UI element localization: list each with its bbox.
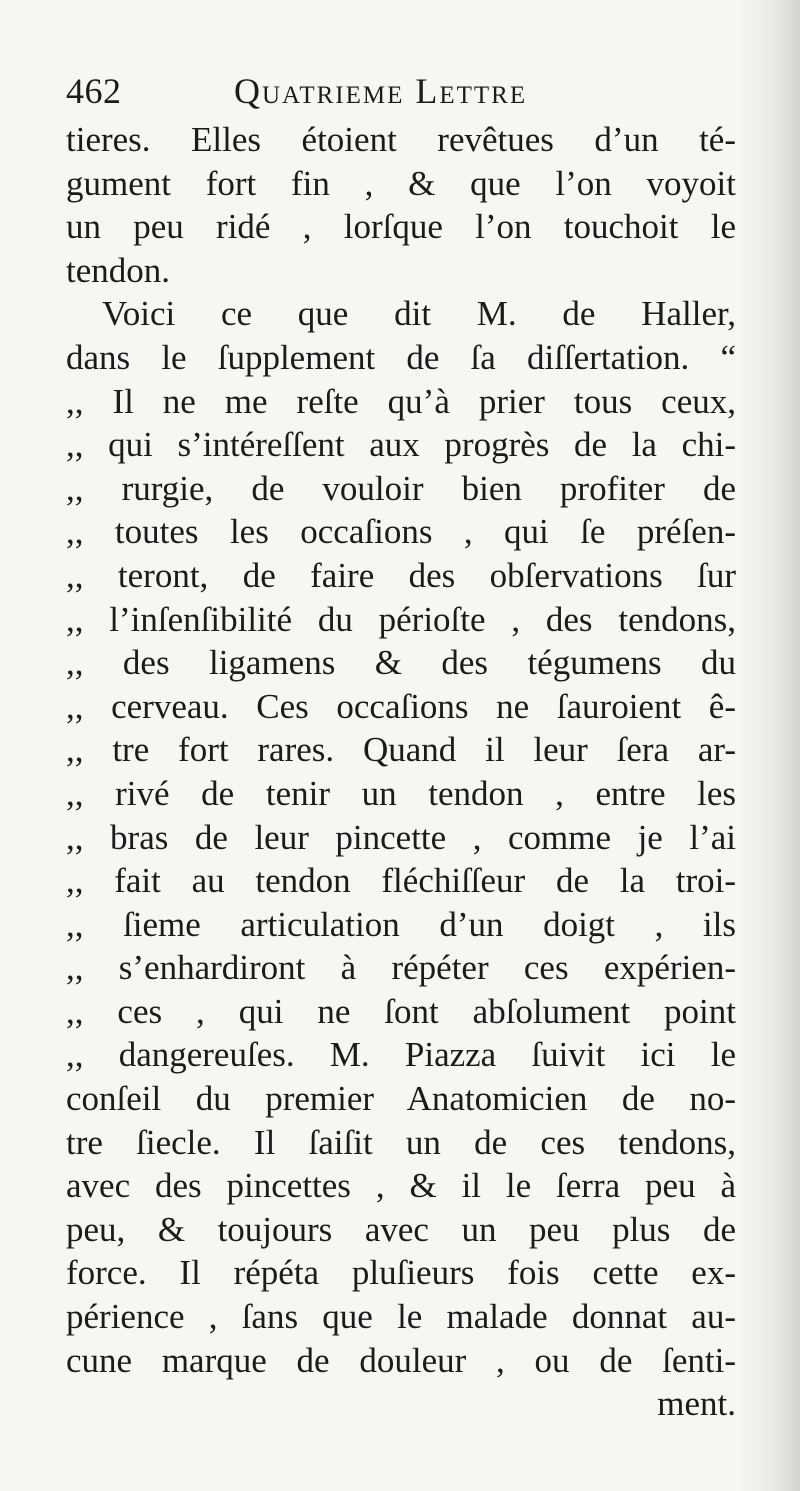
page-gutter-shadow bbox=[740, 0, 800, 1491]
text-line: ,, des ligamens & des tégumens du bbox=[66, 643, 736, 683]
page-header bbox=[66, 66, 626, 116]
text-line: peu, & toujours avec un peu plus de bbox=[66, 1209, 736, 1249]
text-line: gument fort fin , & que l’on voyoit bbox=[66, 163, 736, 203]
text-line: ,, l’inſenſibilité du périoſte , des tendons, bbox=[66, 599, 736, 639]
text-line: ,, cerveau. Ces occaſions ne ſauroient ê- bbox=[66, 686, 736, 726]
text-line: force. Il répéta pluſieurs fois cette ex- bbox=[66, 1253, 736, 1293]
text-line: ,, Il ne me reſte qu’à prier tous ceux, bbox=[66, 381, 736, 421]
text-line: tre ſiecle. Il ſaiſit un de ces tendons, bbox=[66, 1122, 736, 1162]
text-line: ,, ces , qui ne ſont abſolument point bbox=[66, 991, 736, 1031]
text-line: tendon. bbox=[66, 250, 171, 290]
text-line: ,, s’enhardiront à répéter ces expérien- bbox=[66, 948, 736, 988]
text-line: tieres. Elles étoient revêtues d’un té- bbox=[66, 120, 736, 159]
text-line: ,, teront, de faire des obſervations ſur bbox=[66, 555, 736, 595]
running-title: Quatrieme Lettre bbox=[234, 71, 528, 111]
text-line: ment. bbox=[657, 1384, 736, 1424]
text-line: ,, dangereuſes. M. Piazza ſuivit ici le bbox=[66, 1035, 736, 1075]
text-line: Voici ce que dit M. de Haller, bbox=[102, 294, 736, 334]
text-line: ,, rivé de tenir un tendon , entre les bbox=[66, 773, 736, 813]
text-line: ,, bras de leur pincette , comme je l’ai bbox=[66, 817, 736, 857]
body-text bbox=[66, 118, 736, 1426]
text-line: dans le ſupplement de ſa diſſertation. “ bbox=[66, 337, 736, 377]
text-line: ,, rurgie, de vouloir bien profiter de bbox=[66, 468, 736, 508]
page-number: 462 bbox=[66, 71, 122, 111]
text-line: avec des pincettes , & il le ſerra peu à bbox=[66, 1166, 736, 1206]
text-line: ,, ſieme articulation d’un doigt , ils bbox=[66, 904, 736, 944]
text-line: ,, fait au tendon fléchiſſeur de la troi- bbox=[66, 861, 736, 901]
text-line: ,, toutes les occaſions , qui ſe préſen- bbox=[66, 512, 736, 552]
text-line: périence , ſans que le malade donnat au- bbox=[66, 1297, 736, 1337]
text-line: un peu ridé , lorſque l’on touchoit le bbox=[66, 207, 736, 247]
text-line: ,, tre fort rares. Quand il leur ſera ar- bbox=[66, 730, 736, 770]
text-line: cune marque de douleur , ou de ſenti- bbox=[66, 1340, 736, 1380]
text-line: ,, qui s’intéreſſent aux progrès de la chi- bbox=[66, 425, 736, 465]
text-line: conſeil du premier Anatomicien de no- bbox=[66, 1079, 736, 1119]
